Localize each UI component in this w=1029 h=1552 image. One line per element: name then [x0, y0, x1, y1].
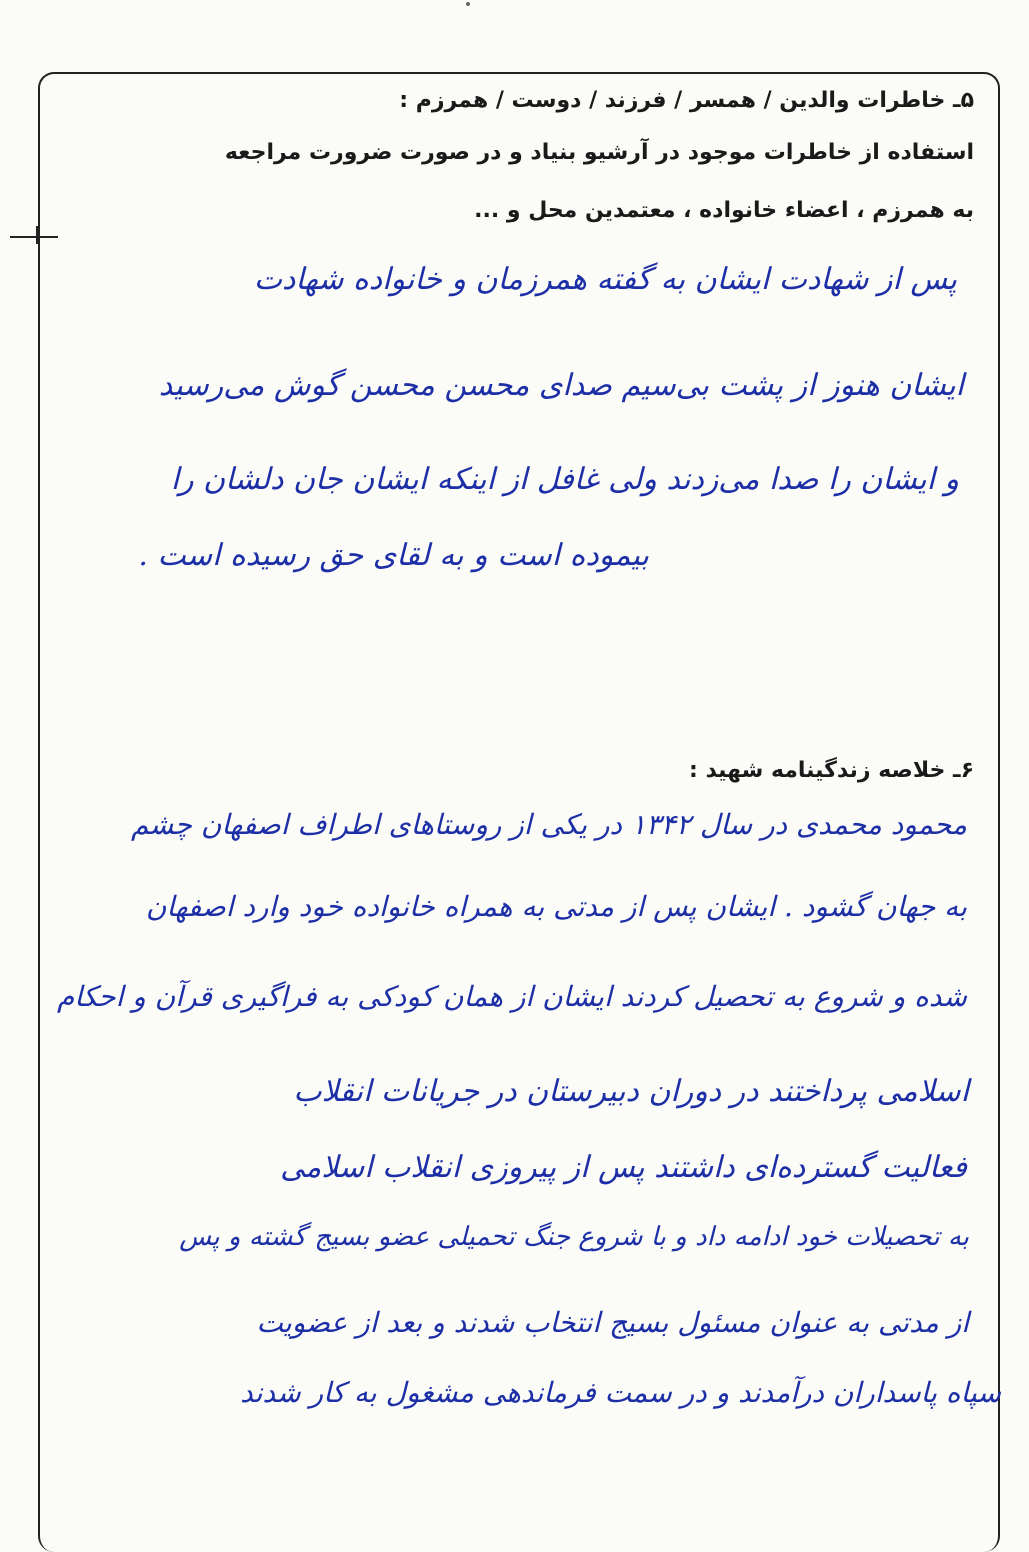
section5-instructions-line2: به همرزم ، اعضاء خانواده ، معتمدین محل و ... [474, 198, 974, 223]
handwritten-line: پس از شهادت ایشان به گفته همرزمان و خانواده شهادت [253, 262, 957, 297]
handwritten-line: از مدتی به عنوان مسئول بسیج انتخاب شدند و بعد از عضویت [256, 1306, 969, 1339]
section6-heading: ۶ـ خلاصه زندگینامه شهید : [688, 758, 974, 783]
handwritten-line: و ایشان را صدا می‌زدند ولی غافل از اینکه ایشان جان دلشان را [170, 462, 959, 497]
handwritten-line: به تحصیلات خود ادامه داد و با شروع جنگ تحمیلی عضو بسیج گشته و پس [179, 1222, 969, 1252]
handwritten-line: فعالیت گسترده‌ای داشتند پس از پیروزی انقلاب اسلامی [280, 1150, 967, 1185]
handwritten-line: اسلامی پرداختند در دوران دبیرستان در جریانات انقلاب [293, 1074, 969, 1109]
handwritten-line: شده و شروع به تحصیل کردند ایشان از همان کودکی به فراگیری قرآن و احکام [56, 980, 967, 1013]
section5-heading: ۵ـ خاطرات والدین / همسر / فرزند / دوست / همرزم : [399, 88, 974, 113]
handwritten-line: به جهان گشود . ایشان پس از مدتی به همراه خانواده خود وارد اصفهان [145, 890, 967, 923]
handwritten-line: ایشان هنوز از پشت بی‌سیم صدای محسن محسن گوش می‌رسید [158, 368, 964, 403]
handwritten-line: محمود محمدی در سال ۱۳۴۲ در یکی از روستاهای اطراف اصفهان چشم [131, 808, 967, 841]
handwritten-line: سپاه پاسداران درآمدند و در سمت فرماندهی مشغول به کار شدند [240, 1376, 1001, 1409]
handwritten-line: بیموده است و به لقای حق رسیده است . [138, 538, 649, 573]
section5-instructions-line1: استفاده از خاطرات موجود در آرشیو بنیاد و در صورت ضرورت مراجعه [224, 140, 974, 165]
punch-mark [466, 2, 470, 6]
